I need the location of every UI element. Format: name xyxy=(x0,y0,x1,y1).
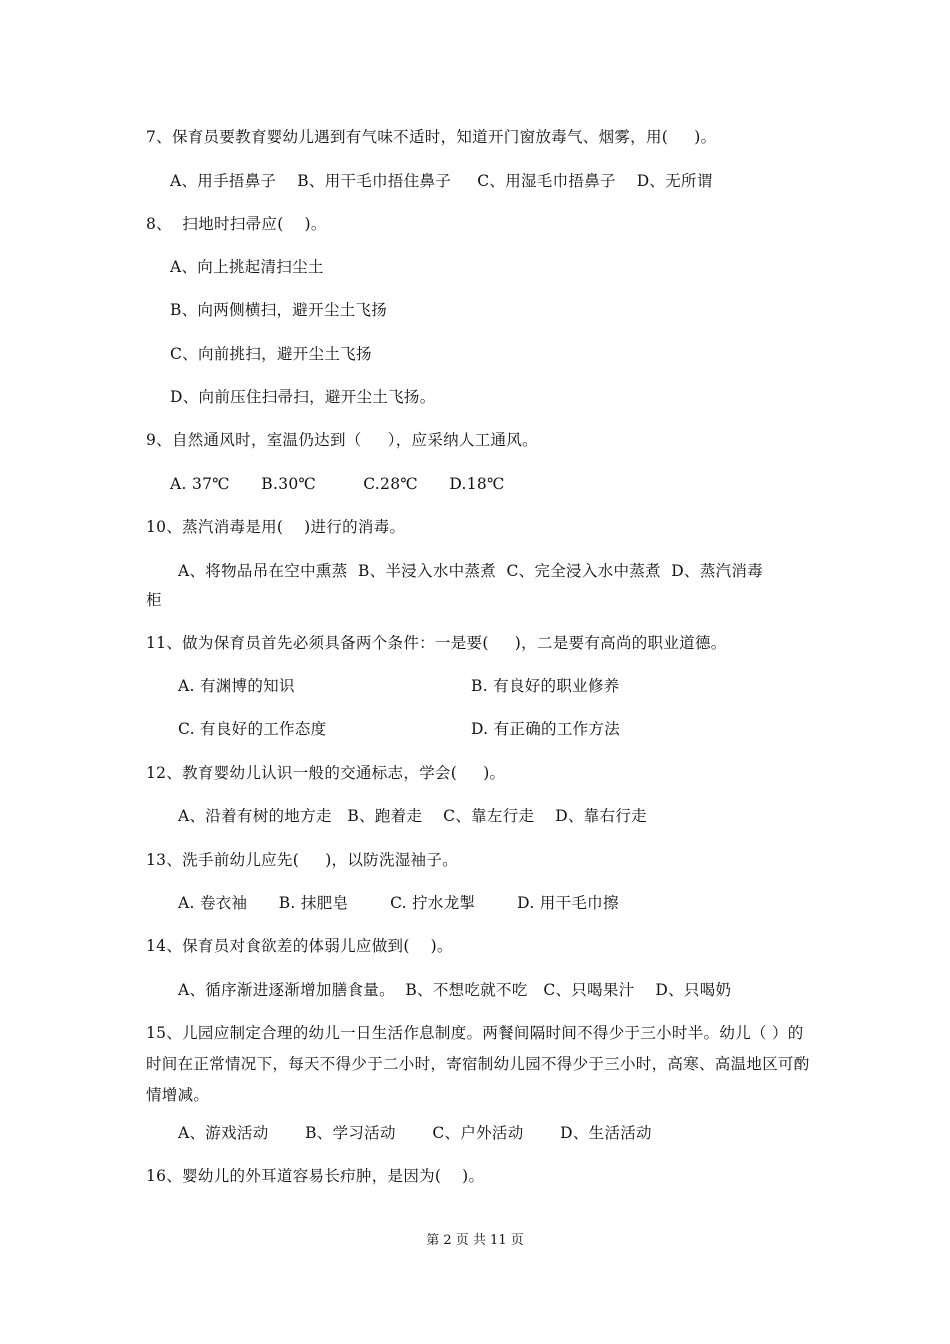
question-10-options-continued: 柜 xyxy=(146,591,162,609)
question-10-options: A、将物品吊在空中熏蒸 B、半浸入水中蒸煮 C、完全浸入水中蒸煮 D、蒸汽消毒 xyxy=(178,562,764,580)
question-9-stem: 9、自然通风时，室温仍达到（ ），应采纳人工通风。 xyxy=(146,431,538,449)
question-8-option-c: C、向前挑扫，避开尘土飞扬 xyxy=(170,345,372,363)
question-15-options: A、游戏活动 B、学习活动 C、户外活动 D、生活活动 xyxy=(178,1124,652,1142)
question-16-stem: 16、婴幼儿的外耳道容易长疖肿，是因为( )。 xyxy=(146,1167,485,1185)
question-10-stem: 10、蒸汽消毒是用( )进行的消毒。 xyxy=(146,518,406,536)
question-8-option-b: B、向两侧横扫，避开尘土飞扬 xyxy=(170,301,388,319)
question-7-options: A、用手捂鼻子 B、用干毛巾捂住鼻子 C、用湿毛巾捂鼻子 D、无所谓 xyxy=(170,172,713,190)
question-8-option-d: D、向前压住扫帚扫，避开尘土飞扬。 xyxy=(170,388,436,406)
question-8-stem: 8、 扫地时扫帚应( )。 xyxy=(146,215,327,233)
page-number-footer: 第 2 页 共 11 页 xyxy=(426,1233,524,1248)
question-14-stem: 14、保育员对食欲差的体弱儿应做到( )。 xyxy=(146,937,453,955)
question-11-option-a: A. 有渊博的知识 xyxy=(178,677,295,695)
question-15-stem: 15、儿园应制定合理的幼儿一日生活作息制度。两餐间隔时间不得少于三小时半。幼儿（ ）的时间在正常情况下，每天不得少于二小时，寄宿制幼儿园不得少于三小时，高寒、高温地区可酌情增减。 xyxy=(146,1024,810,1104)
question-13-options: A. 卷衣袖 B. 抹肥皂 C. 拧水龙掣 D. 用干毛巾擦 xyxy=(178,894,619,912)
question-11-option-b: B. 有良好的职业修养 xyxy=(471,677,620,695)
question-11-option-c: C. 有良好的工作态度 xyxy=(178,720,327,738)
question-9-options: A. 37℃ B.30℃ C.28℃ D.18℃ xyxy=(170,475,505,493)
question-8-option-a: A、向上挑起清扫尘土 xyxy=(170,258,324,276)
question-12-options: A、沿着有树的地方走 B、跑着走 C、靠左行走 D、靠右行走 xyxy=(178,807,647,825)
question-7-stem: 7、保育员要教育婴幼儿遇到有气味不适时，知道开门窗放毒气、烟雾，用( )。 xyxy=(146,128,717,146)
question-13-stem: 13、洗手前幼儿应先( )，以防洗湿袖子。 xyxy=(146,851,458,869)
question-11-option-d: D. 有正确的工作方法 xyxy=(471,720,621,738)
question-14-options: A、循序渐进逐渐增加膳食量。 B、不想吃就不吃 C、只喝果汁 D、只喝奶 xyxy=(178,981,732,999)
question-11-stem: 11、做为保育员首先必须具备两个条件：一是要( )，二是要有高尚的职业道德。 xyxy=(146,634,727,652)
question-12-stem: 12、教育婴幼儿认识一般的交通标志，学会( )。 xyxy=(146,764,506,782)
